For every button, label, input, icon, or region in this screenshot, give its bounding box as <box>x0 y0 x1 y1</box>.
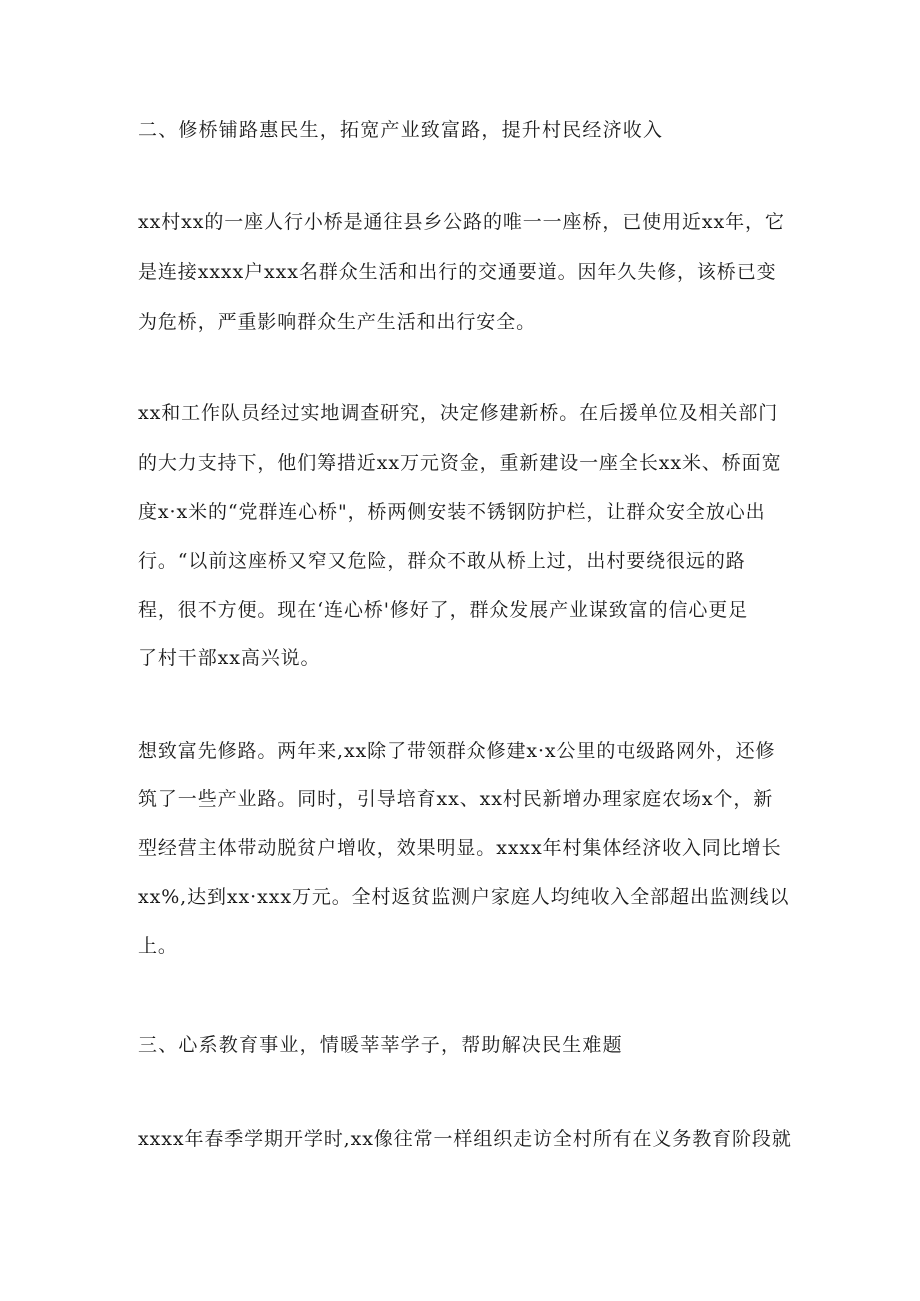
paragraph-2-line-2: 的大力支持下，他们筹措近xx万元资金，重新建设一座全长xx米、桥面宽 <box>138 452 782 474</box>
paragraph-3-line-2: 筑了一些产业路。同时，引导培育xx、xx村民新增办理家庭农场x个，新 <box>138 788 774 810</box>
paragraph-3-line-3: 型经营主体带动脱贫户增收，效果明显。xxxx年村集体经济收入同比增长 <box>138 837 782 859</box>
paragraph-4-line-1: xxxx年春季学期开学时,xx像往常一样组织走访全村所有在义务教育阶段就 <box>138 1128 792 1150</box>
paragraph-3-line-1: 想致富先修路。两年来,xx除了带领群众修建x·x公里的屯级路网外，还修 <box>138 740 776 762</box>
paragraph-2-line-3: 度x·x米的“党群连心桥"，桥两侧安装不锈钢防护栏，让群众安全放心出 <box>138 501 766 523</box>
section-heading-2: 二、修桥铺路惠民生，拓宽产业致富路，提升村民经济收入 <box>138 119 664 141</box>
paragraph-2-line-5: 程，很不方便。现在‘连心桥'修好了，群众发展产业谋致富的信心更足 <box>138 599 749 621</box>
paragraph-1-line-1: xx村xx的一座人行小桥是通往县乡公路的唯一一座桥，已使用近xx年，它 <box>138 211 785 233</box>
paragraph-2-line-4: 行。“以前这座桥又窄又危险，群众不敢从桥上过，出村要绕很远的路 <box>138 550 746 572</box>
paragraph-1-line-3: 为危桥，严重影响群众生产生活和出行安全。 <box>138 311 537 333</box>
paragraph-2-line-1: xx和工作队员经过实地调查研究，决定修建新桥。在后援单位及相关部门 <box>138 402 779 424</box>
paragraph-3-line-4: xx%,达到xx·xxx万元。全村返贫监测户家庭人均纯收入全部超出监测线以 <box>138 886 790 908</box>
section-heading-3: 三、心系教育事业，情暖莘莘学子，帮助解决民生难题 <box>138 1034 623 1056</box>
paragraph-1-line-2: 是连接xxxx户xxx名群众生活和出行的交通要道。因年久失修，该桥已变 <box>138 261 777 283</box>
paragraph-2-line-6: 了村干部xx高兴说。 <box>138 647 321 669</box>
paragraph-3-line-5: 上。 <box>138 935 178 957</box>
